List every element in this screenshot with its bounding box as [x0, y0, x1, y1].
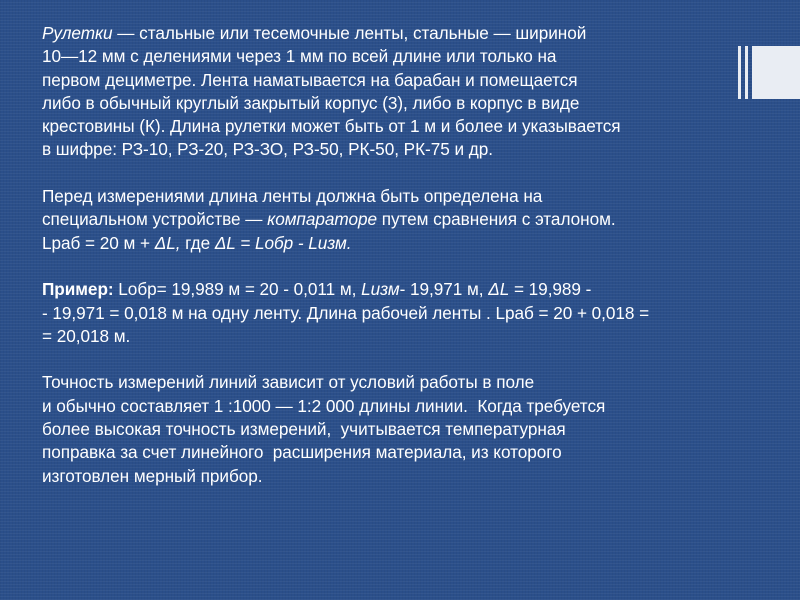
formula-fragment: ΔL, — [154, 232, 181, 253]
paragraph-example — [42, 278, 762, 348]
paragraph-spacer — [42, 255, 762, 278]
text-line: 10—12 мм с делениями через 1 мм по всей длине или только на — [42, 46, 557, 67]
text-line — [42, 278, 762, 301]
paragraph-accuracy — [42, 371, 762, 487]
formula-fragment: ΔL — [488, 279, 510, 300]
paragraph-roulettes — [42, 22, 762, 162]
text-line — [42, 208, 762, 231]
text-line: более высокая точность измерений, учитывается температурная — [42, 419, 566, 440]
text-line — [42, 22, 762, 45]
text-line: первом дециметре. Лента наматывается на барабан и помещается — [42, 69, 578, 90]
text-line: поправка за счет линейного расширения материала, из которого — [42, 442, 562, 463]
text-fragment: — стальные или тесемочные ленты, стальные — шириной — [112, 23, 587, 43]
text-line: Точность измерений линий зависит от условий работы в поле — [42, 372, 535, 393]
term-comparator: компараторе — [267, 209, 377, 230]
example-label: Пример: — [42, 279, 114, 300]
term-roulettes: Рулетки — [42, 23, 113, 43]
text-line: = 20,018 м. — [42, 325, 131, 346]
paragraph-spacer — [42, 162, 762, 185]
text-fragment: специальном устройстве — — [42, 209, 268, 230]
text-fragment: где — [180, 232, 215, 253]
formula-line — [42, 232, 762, 255]
text-line: и обычно составляет 1 :1000 — 1:2 000 длины линии. Когда требуется — [42, 395, 606, 416]
text-fragment: Lобр= 19,989 м = 20 - 0,011 м, — [113, 279, 362, 300]
text-fragment: - 19,971 м, — [399, 279, 489, 300]
formula-fragment: ΔL = Lобр - Lизм. — [214, 232, 352, 253]
paragraph-comparator — [42, 185, 762, 255]
text-line: крестовины (К). Длина рулетки может быть от 1 м и более и указывается — [42, 116, 621, 137]
text-fragment: путем сравнения с эталоном. — [376, 209, 616, 230]
text-line: изготовлен мерный прибор. — [42, 465, 263, 486]
text-fragment: = 19,989 - — [509, 279, 592, 300]
slide-body — [42, 22, 762, 488]
text-fragment: Lраб = 20 м + — [42, 232, 155, 253]
text-line: в шифре: РЗ-10, РЗ-20, РЗ-ЗО, РЗ-50, РК-50, РК-75 и др. — [42, 139, 493, 160]
paragraph-spacer — [42, 348, 762, 371]
text-line: либо в обычный круглый закрытый корпус (3), либо в корпус в виде — [42, 92, 580, 113]
formula-fragment: Lизм — [361, 279, 400, 300]
text-line: Перед измерениями длина ленты должна быть определена на — [42, 186, 543, 207]
text-line: - 19,971 = 0,018 м на одну ленту. Длина рабочей ленты . Lраб = 20 + 0,018 = — [42, 302, 650, 323]
